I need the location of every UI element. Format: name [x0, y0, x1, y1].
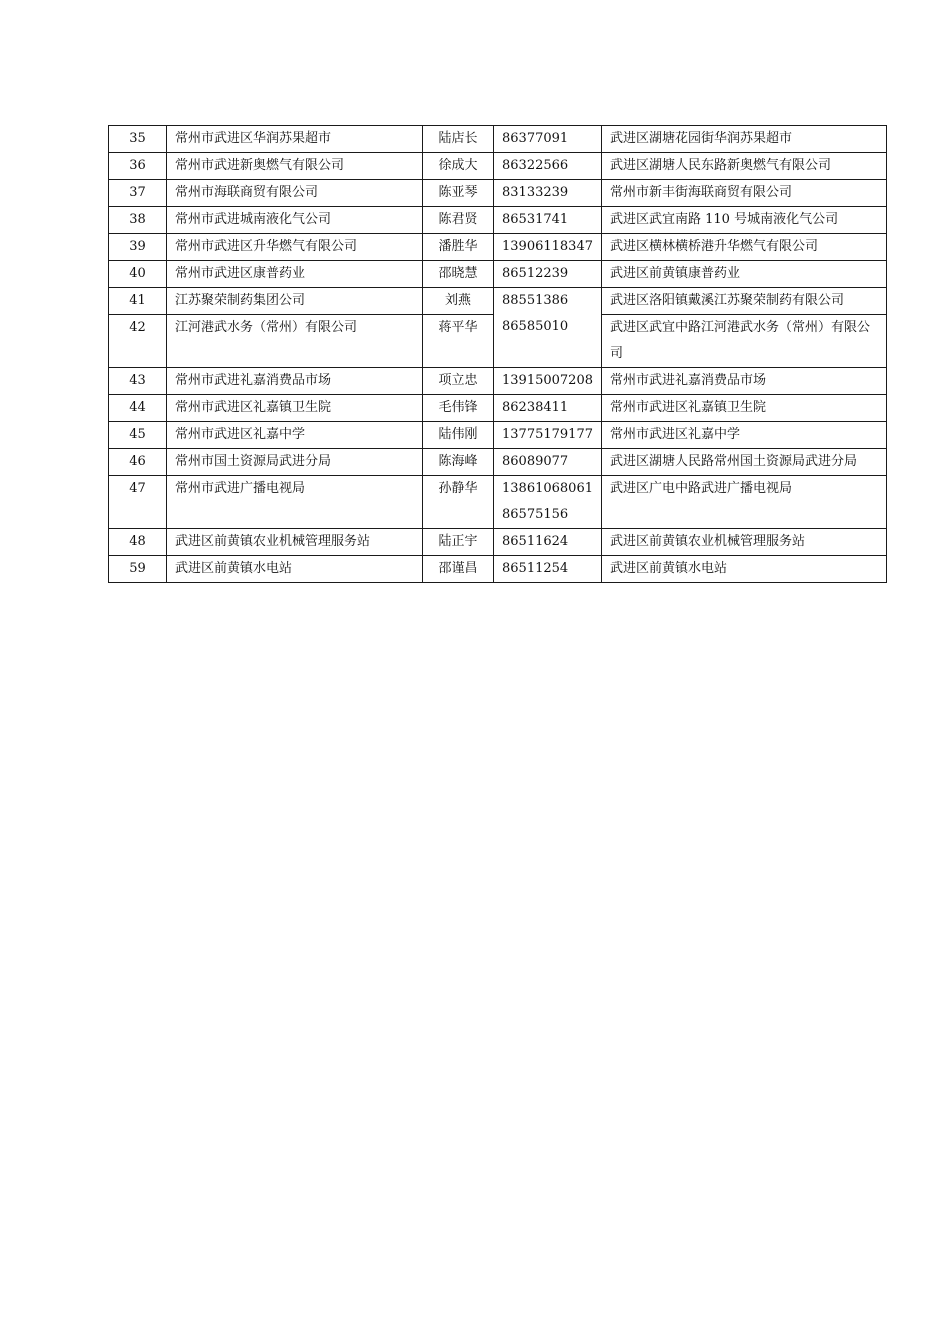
phone-number: 13861068061 — [502, 481, 593, 496]
phone-cell — [494, 395, 602, 422]
table-row — [109, 288, 887, 315]
contact-person: 项立忠 — [423, 368, 494, 395]
contact-person: 陈海峰 — [423, 449, 494, 476]
address: 武进区武宜南路 110 号城南液化气公司 — [602, 207, 887, 234]
phone-cell — [494, 126, 602, 153]
row-number: 38 — [109, 207, 167, 234]
contacts-table — [108, 125, 887, 583]
phone-number: 86531741 — [502, 212, 569, 227]
contact-person: 潘胜华 — [423, 234, 494, 261]
row-number: 40 — [109, 261, 167, 288]
contact-person: 陆伟刚 — [423, 422, 494, 449]
address: 武进区湖塘人民路常州国土资源局武进分局 — [602, 449, 887, 476]
row-number: 47 — [109, 476, 167, 529]
row-number: 37 — [109, 180, 167, 207]
phone-cell — [494, 288, 602, 368]
row-number: 42 — [109, 315, 167, 368]
address: 武进区前黄镇农业机械管理服务站 — [602, 529, 887, 556]
phone-number: 86238411 — [502, 400, 569, 415]
phone-cell — [494, 180, 602, 207]
row-number: 43 — [109, 368, 167, 395]
company-name: 常州市武进城南液化气公司 — [167, 207, 423, 234]
phone-number: 86585010 — [502, 319, 569, 334]
phone-number: 86377091 — [502, 131, 569, 146]
table-row — [109, 476, 887, 529]
address: 武进区武宜中路江河港武水务（常州）有限公司 — [602, 315, 887, 368]
table-row — [109, 207, 887, 234]
table-row — [109, 395, 887, 422]
phone-cell — [494, 422, 602, 449]
contact-person: 孙静华 — [423, 476, 494, 529]
company-name: 常州市武进礼嘉消费品市场 — [167, 368, 423, 395]
address: 武进区广电中路武进广播电视局 — [602, 476, 887, 529]
contact-person: 邵晓慧 — [423, 261, 494, 288]
table-row — [109, 449, 887, 476]
phone-number: 86511254 — [502, 561, 569, 576]
company-name: 常州市海联商贸有限公司 — [167, 180, 423, 207]
contact-person: 徐成大 — [423, 153, 494, 180]
contact-person: 刘燕 — [423, 288, 494, 315]
row-number: 59 — [109, 556, 167, 583]
table-row — [109, 368, 887, 395]
address: 武进区洛阳镇戴溪江苏聚荣制药有限公司 — [602, 288, 887, 315]
phone-cell — [494, 449, 602, 476]
contact-person: 陆正宇 — [423, 529, 494, 556]
company-name: 武进区前黄镇农业机械管理服务站 — [167, 529, 423, 556]
table-row — [109, 153, 887, 180]
phone-cell — [494, 529, 602, 556]
row-number: 41 — [109, 288, 167, 315]
company-name: 常州市武进新奥燃气有限公司 — [167, 153, 423, 180]
table-row — [109, 180, 887, 207]
company-name: 常州市武进区礼嘉镇卫生院 — [167, 395, 423, 422]
phone-number: 88551386 — [502, 293, 569, 308]
row-number: 36 — [109, 153, 167, 180]
row-number: 46 — [109, 449, 167, 476]
address: 常州市新丰街海联商贸有限公司 — [602, 180, 887, 207]
address: 常州市武进区礼嘉中学 — [602, 422, 887, 449]
phone-cell — [494, 476, 602, 529]
phone-number: 86089077 — [502, 454, 569, 469]
phone-cell — [494, 207, 602, 234]
contact-person: 陆店长 — [423, 126, 494, 153]
row-number: 44 — [109, 395, 167, 422]
row-number: 39 — [109, 234, 167, 261]
phone-cell — [494, 153, 602, 180]
contact-person: 邵谨昌 — [423, 556, 494, 583]
company-name: 常州市武进区礼嘉中学 — [167, 422, 423, 449]
table-row — [109, 126, 887, 153]
phone-number: 86322566 — [502, 158, 569, 173]
company-name: 常州市武进区华润苏果超市 — [167, 126, 423, 153]
company-name: 常州市武进广播电视局 — [167, 476, 423, 529]
address: 武进区湖塘花园街华润苏果超市 — [602, 126, 887, 153]
address: 常州市武进区礼嘉镇卫生院 — [602, 395, 887, 422]
phone-number: 13906118347 — [502, 239, 593, 254]
phone-number: 86512239 — [502, 266, 569, 281]
phone-cell — [494, 556, 602, 583]
contact-person: 毛伟锋 — [423, 395, 494, 422]
row-number: 48 — [109, 529, 167, 556]
row-number: 45 — [109, 422, 167, 449]
address: 武进区前黄镇康普药业 — [602, 261, 887, 288]
address: 武进区前黄镇水电站 — [602, 556, 887, 583]
company-name: 常州市武进区康普药业 — [167, 261, 423, 288]
address: 武进区横林横桥港升华燃气有限公司 — [602, 234, 887, 261]
company-name: 常州市国土资源局武进分局 — [167, 449, 423, 476]
phone-cell — [494, 261, 602, 288]
phone-number: 13915007208 — [502, 373, 593, 388]
phone-number: 83133239 — [502, 185, 569, 200]
address: 常州市武进礼嘉消费品市场 — [602, 368, 887, 395]
table-row — [109, 234, 887, 261]
phone-number: 86511624 — [502, 534, 569, 549]
table-row — [109, 261, 887, 288]
contact-person: 陈君贤 — [423, 207, 494, 234]
contact-person: 蒋平华 — [423, 315, 494, 368]
table-row — [109, 556, 887, 583]
contact-person: 陈亚琴 — [423, 180, 494, 207]
table-row — [109, 422, 887, 449]
company-name: 武进区前黄镇水电站 — [167, 556, 423, 583]
company-name: 常州市武进区升华燃气有限公司 — [167, 234, 423, 261]
company-name: 江河港武水务（常州）有限公司 — [167, 315, 423, 368]
phone-number: 13775179177 — [502, 427, 593, 442]
phone-number: 86575156 — [502, 507, 569, 522]
phone-cell — [494, 368, 602, 395]
phone-cell — [494, 234, 602, 261]
company-name: 江苏聚荣制药集团公司 — [167, 288, 423, 315]
row-number: 35 — [109, 126, 167, 153]
address: 武进区湖塘人民东路新奥燃气有限公司 — [602, 153, 887, 180]
table-row — [109, 529, 887, 556]
